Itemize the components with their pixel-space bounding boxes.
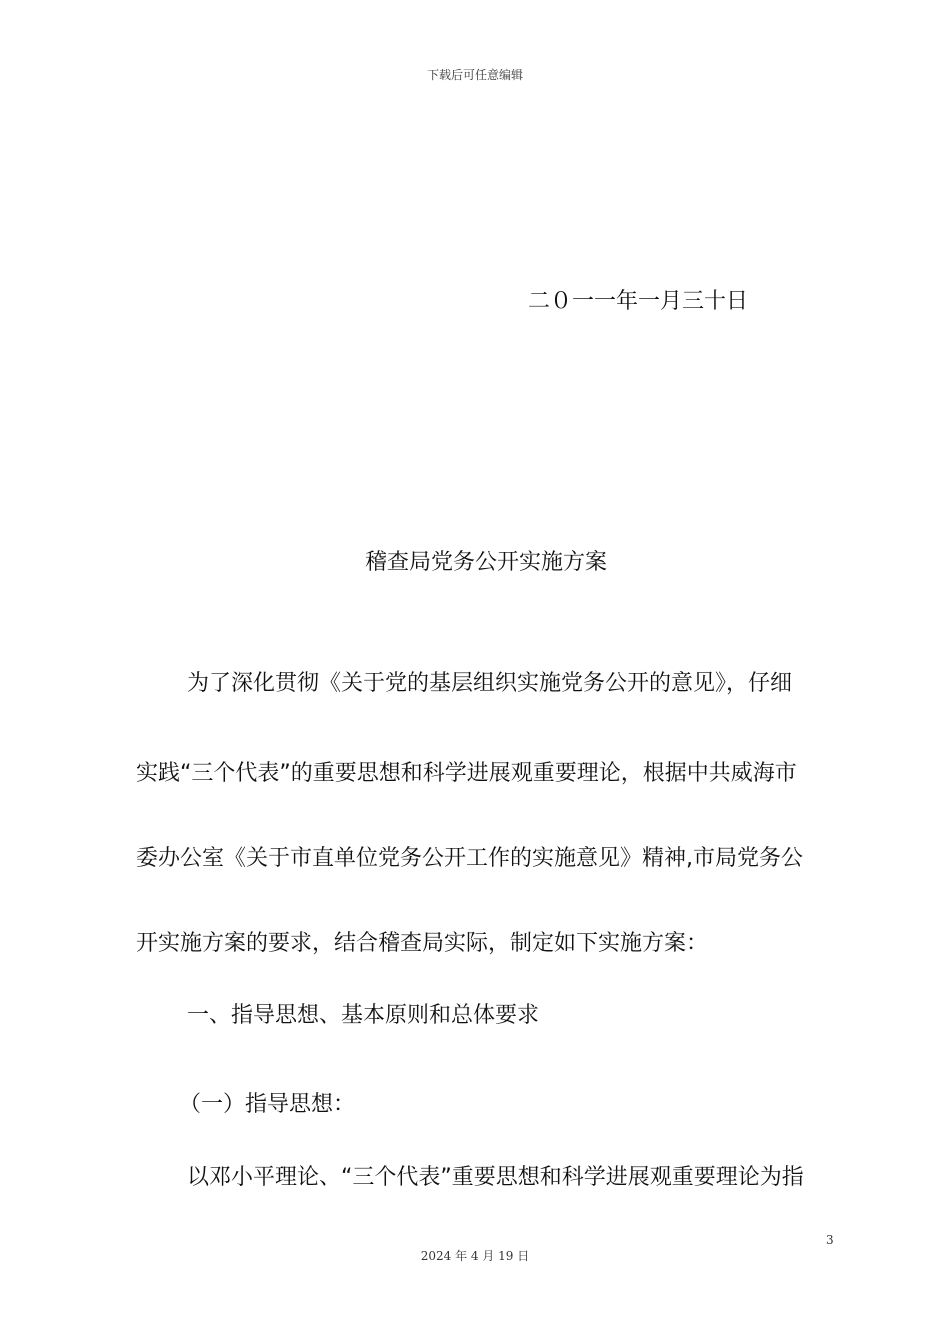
document-date: 二０一一年一月三十日 [528,289,749,314]
section-heading: 一、指导思想、基本原则和总体要求 [187,1003,540,1028]
document-title: 稽查局党务公开实施方案 [364,550,607,575]
page-number: 3 [826,1233,834,1247]
intro-line-2: 实践“三个代表”的重要思想和科学进展观重要理论，根据中共威海市 [136,761,797,786]
header-note: 下载后可任意编辑 [426,68,523,82]
intro-line-3: 委办公室《关于市直单位党务公开工作的实施意见》精神,市局党务公 [136,846,803,871]
subsection-heading: （一）指导思想： [179,1092,356,1117]
footer-date: 2024 年 4 月 19 日 [420,1249,530,1263]
intro-line-1: 为了深化贯彻《关于党的基层组织实施党务公开的意见》，仔细 [187,671,793,696]
intro-line-4: 开实施方案的要求，结合稽查局实际，制定如下实施方案： [136,931,709,956]
subsection-first-line: 以邓小平理论、“三个代表”重要思想和科学进展观重要理论为指 [187,1165,804,1190]
